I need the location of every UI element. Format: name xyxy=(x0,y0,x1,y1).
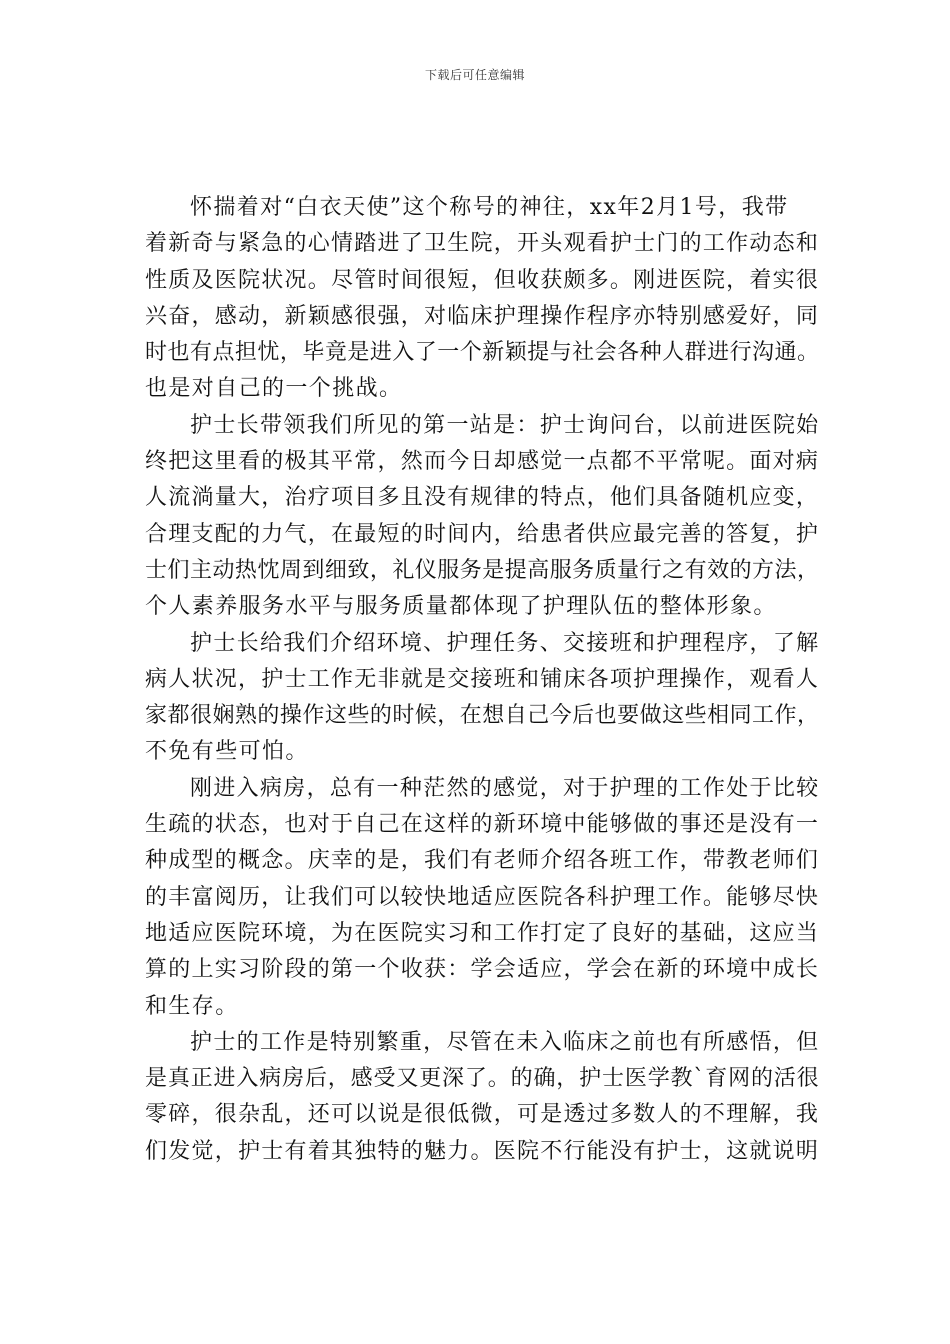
text-line: 终把这里看的极其平常，然而今日却感觉一点都不平常呢。面对病 xyxy=(145,449,820,475)
paragraph-4 xyxy=(145,771,821,1025)
text-line: 护士长带领我们所见的第一站是：护士询问台，以前进医院始 xyxy=(190,412,820,438)
text-line: 生疏的状态，也对于自己在这样的新环境中能够做的事还是没有一 xyxy=(145,812,820,838)
text-line: 们发觉，护士有着其独特的魅力。医院不行能没有护士，这就说明 xyxy=(145,1138,820,1164)
text-line: 怀揣着对“白衣天使”这个称号的神往，xx年2月1号，我带 xyxy=(190,195,789,220)
text-line: 时也有点担忧，毕竟是进入了一个新颖提与社会各种人群进行沟通。 xyxy=(145,340,820,366)
text-line: 着新奇与紧急的心情踏进了卫生院，开头观看护士门的工作动态和 xyxy=(145,231,820,257)
text-line: 种成型的概念。庆幸的是，我们有老师介绍各班工作，带教老师们 xyxy=(145,848,820,874)
text-line: 零碎，很杂乱，还可以说是很低微，可是透过多数人的不理解，我 xyxy=(145,1102,820,1128)
text-line: 家都很娴熟的操作这些的时候，在想自己今后也要做这些相同工作， xyxy=(145,703,820,729)
text-line: 士们主动热忱周到细致，礼仪服务是提高服务质量行之有效的方法， xyxy=(145,557,820,583)
text-line: 兴奋，感动，新颖感很强，对临床护理操作程序亦特别感爱好，同 xyxy=(145,303,820,329)
document-body xyxy=(145,190,821,1170)
text-line: 个人素养服务水平与服务质量都体现了护理队伍的整体形象。 xyxy=(145,594,777,620)
text-line: 的丰富阅历，让我们可以较快地适应医院各科护理工作。能够尽快 xyxy=(145,884,820,910)
text-line: 算的上实习阶段的第一个收获：学会适应，学会在新的环境中成长 xyxy=(145,957,820,983)
text-line: 不免有些可怕。 xyxy=(145,739,309,765)
paragraph-2 xyxy=(145,408,821,626)
text-line: 刚进入病房，总有一种茫然的感觉，对于护理的工作处于比较 xyxy=(190,775,820,801)
text-line: 护士的工作是特别繁重，尽管在未入临床之前也有所感悟，但 xyxy=(190,1029,820,1055)
text-line: 是真正进入病房后，感受又更深了。的确，护士医学教`育网的活很 xyxy=(145,1066,820,1092)
text-line: 也是对自己的一个挑战。 xyxy=(145,376,403,402)
text-line: 地适应医院环境，为在医院实习和工作打定了良好的基础，这应当 xyxy=(145,920,820,946)
text-line: 合理支配的力气，在最短的时间内，给患者供应最完善的答复，护 xyxy=(145,521,820,547)
text-line: 护士长给我们介绍环境、护理任务、交接班和护理程序，了解 xyxy=(190,630,820,656)
paragraph-3 xyxy=(145,626,821,771)
paragraph-5 xyxy=(145,1025,821,1170)
text-line: 病人状况，护士工作无非就是交接班和铺床各项护理操作，观看人 xyxy=(145,666,820,692)
paragraph-1 xyxy=(145,190,821,408)
text-line: 人流淌量大，治疗项目多且没有规律的特点，他们具备随机应变， xyxy=(145,485,820,511)
text-line: 和生存。 xyxy=(145,993,239,1019)
header-note: 下载后可任意编辑 xyxy=(424,68,525,82)
text-line: 性质及医院状况。尽管时间很短，但收获颇多。刚进医院，着实很 xyxy=(145,267,820,293)
